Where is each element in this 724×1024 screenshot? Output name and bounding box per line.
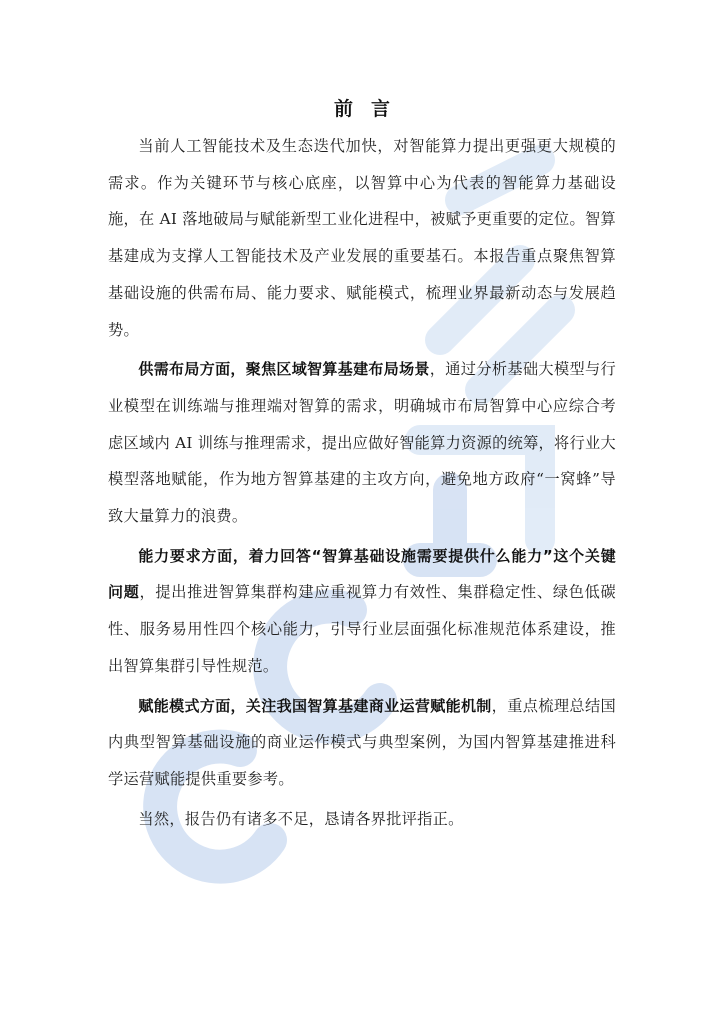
paragraph-text: ，提出推进智算集群构建应重视算力有效性、集群稳定性、绿色低碳性、服务易用性四个核心能力，引导行业层面强化标准规范体系建设，推出智算集群引导性规范。 — [108, 583, 617, 675]
paragraph-intro — [108, 128, 616, 348]
paragraph-lead: 能力要求方面，着力回答“智算基础设施需要提供什么能力”这个关键问题 — [108, 546, 616, 602]
paragraph-lead: 赋能模式方面，关注我国智算基建商业运营赋能机制 — [138, 696, 492, 715]
paragraph-empowerment — [108, 688, 616, 798]
page-title: 前言 — [333, 98, 408, 120]
paragraph-supply-demand — [108, 351, 616, 535]
preface-body — [108, 128, 616, 837]
paragraph-capability — [108, 538, 616, 685]
closing-remark: 当然，报告仍有诸多不足，恳请各界批评指正。 — [138, 809, 464, 828]
paragraph-lead: 供需布局方面，聚焦区域智算基建布局场景 — [138, 360, 430, 379]
paragraph-text: ，重点梳理总结国内典型智算基础设施的商业运作模式与典型案例，为国内智算基建推进科学运营赋能提供重要参考。 — [108, 696, 616, 788]
paragraph-text: 当前人工智能技术及生态迭代加快，对智能算力提出更强更大规模的需求。作为关键环节与核心底座，以智算中心为代表的智能算力基础设施，在 AI 落地破局与赋能新型工业化进程中，被赋予更重要的定位。智算基建成为支撑人工智能技术及产业发展的重要基石。本报告重点聚焦智算基础设施的供需布局、能力要求、赋能模式，梳理业界最新动态与发展趋势。 — [108, 137, 616, 339]
paragraph-text: ，通过分析基础大模型与行业模型在训练端与推理端对智算的需求，明确城市布局智算中心应综合考虑区域内 AI 训练与推理需求，提出应做好智能算力资源的统筹，将行业大模型落地赋能，作为地方智算基建的主攻方向，避免地方政府“一窝蜂”导致大量算力的浪费。 — [108, 360, 616, 526]
